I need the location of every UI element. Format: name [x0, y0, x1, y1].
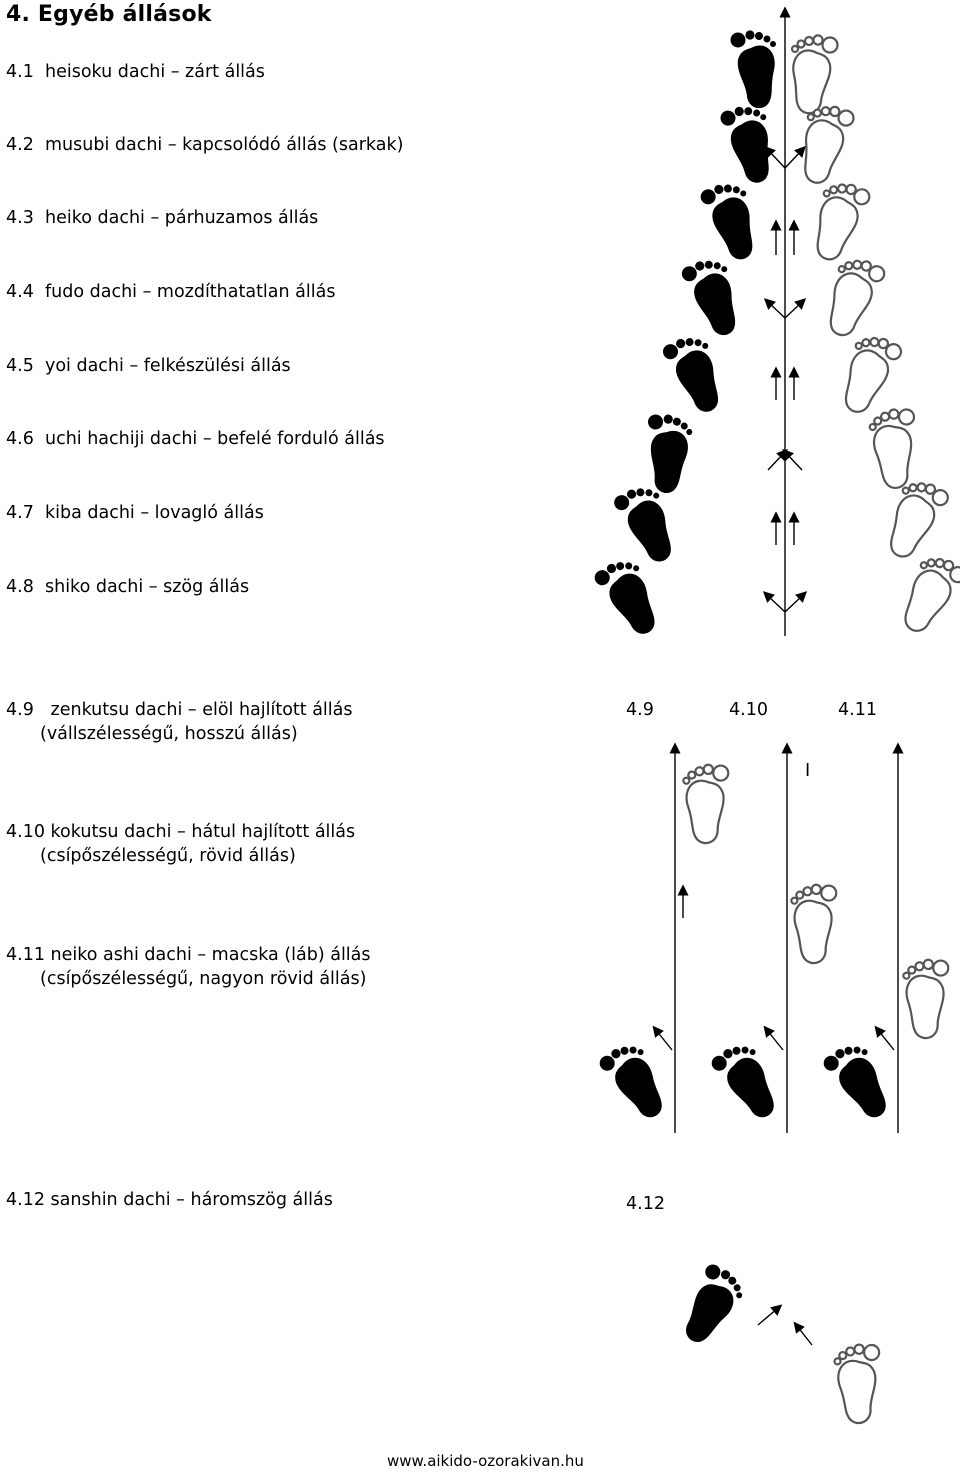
left-foot-icon: [668, 1260, 750, 1350]
list-item: 4.6 uchi hachiji dachi – befelé forduló állás: [6, 429, 385, 449]
list-item: 4.1 heisoku dachi – zárt állás: [6, 62, 265, 82]
left-foot-icon: [708, 1039, 782, 1129]
left-foot-icon: [596, 1039, 670, 1129]
list-item: 4.5 yoi dachi – felkészülési állás: [6, 356, 291, 376]
right-foot-icon: [799, 103, 855, 186]
right-foot-icon: [833, 1342, 889, 1425]
right-foot-icon: [810, 180, 871, 266]
left-foot-icon: [699, 180, 760, 266]
left-foot-icon: [592, 555, 663, 644]
left-foot-icon: [719, 103, 775, 186]
right-foot-icon: [897, 552, 960, 641]
diagram-label-4-11: 4.11: [838, 700, 877, 720]
list-item: 4.4 fudo dachi – mozdíthatatlan állás: [6, 282, 336, 302]
stance-item: 4.11 neiko ashi dachi – macska (láb) állás (csípőszélességű, nagyon rövid állás): [6, 945, 371, 989]
right-foot-icon: [867, 406, 925, 490]
stance-item: 4.12 sanshin dachi – háromszög állás: [6, 1190, 333, 1210]
list-item: 4.7 kiba dachi – lovagló állás: [6, 503, 264, 523]
diagram-mark: I: [805, 761, 811, 781]
left-foot-icon: [820, 1039, 894, 1129]
left-foot-icon: [661, 332, 726, 419]
stance-item: 4.10 kokutsu dachi – hátul hajlított állás (csípőszélességű, rövid állás): [6, 822, 356, 866]
right-foot-icon: [823, 255, 886, 341]
right-foot-icon: [792, 35, 838, 113]
left-foot-icon: [636, 411, 694, 495]
page-title: 4. Egyéb állások: [6, 2, 212, 27]
left-foot-icon: [731, 30, 777, 108]
right-foot-icon: [682, 763, 735, 845]
right-foot-icon: [790, 883, 843, 965]
list-item: 4.3 heiko dachi – párhuzamos állás: [6, 208, 319, 228]
diagram-label-4-12: 4.12: [626, 1194, 665, 1214]
right-foot-icon: [838, 332, 903, 419]
left-foot-icon: [680, 255, 743, 341]
stance-item: 4.9 zenkutsu dachi – elöl hajlított állás (vállszélességű, hosszú állás): [6, 700, 353, 744]
list-item: 4.2 musubi dachi – kapcsolódó állás (sarkak): [6, 135, 404, 155]
right-foot-icon: [883, 477, 950, 565]
diagram-label-4-9: 4.9: [626, 700, 654, 720]
list-item: 4.8 shiko dachi – szög állás: [6, 577, 250, 597]
diagram-label-4-10: 4.10: [729, 700, 768, 720]
footer-url: www.aikido-ozorakivan.hu: [387, 1452, 584, 1470]
left-foot-icon: [612, 482, 679, 570]
right-foot-icon: [902, 958, 955, 1040]
